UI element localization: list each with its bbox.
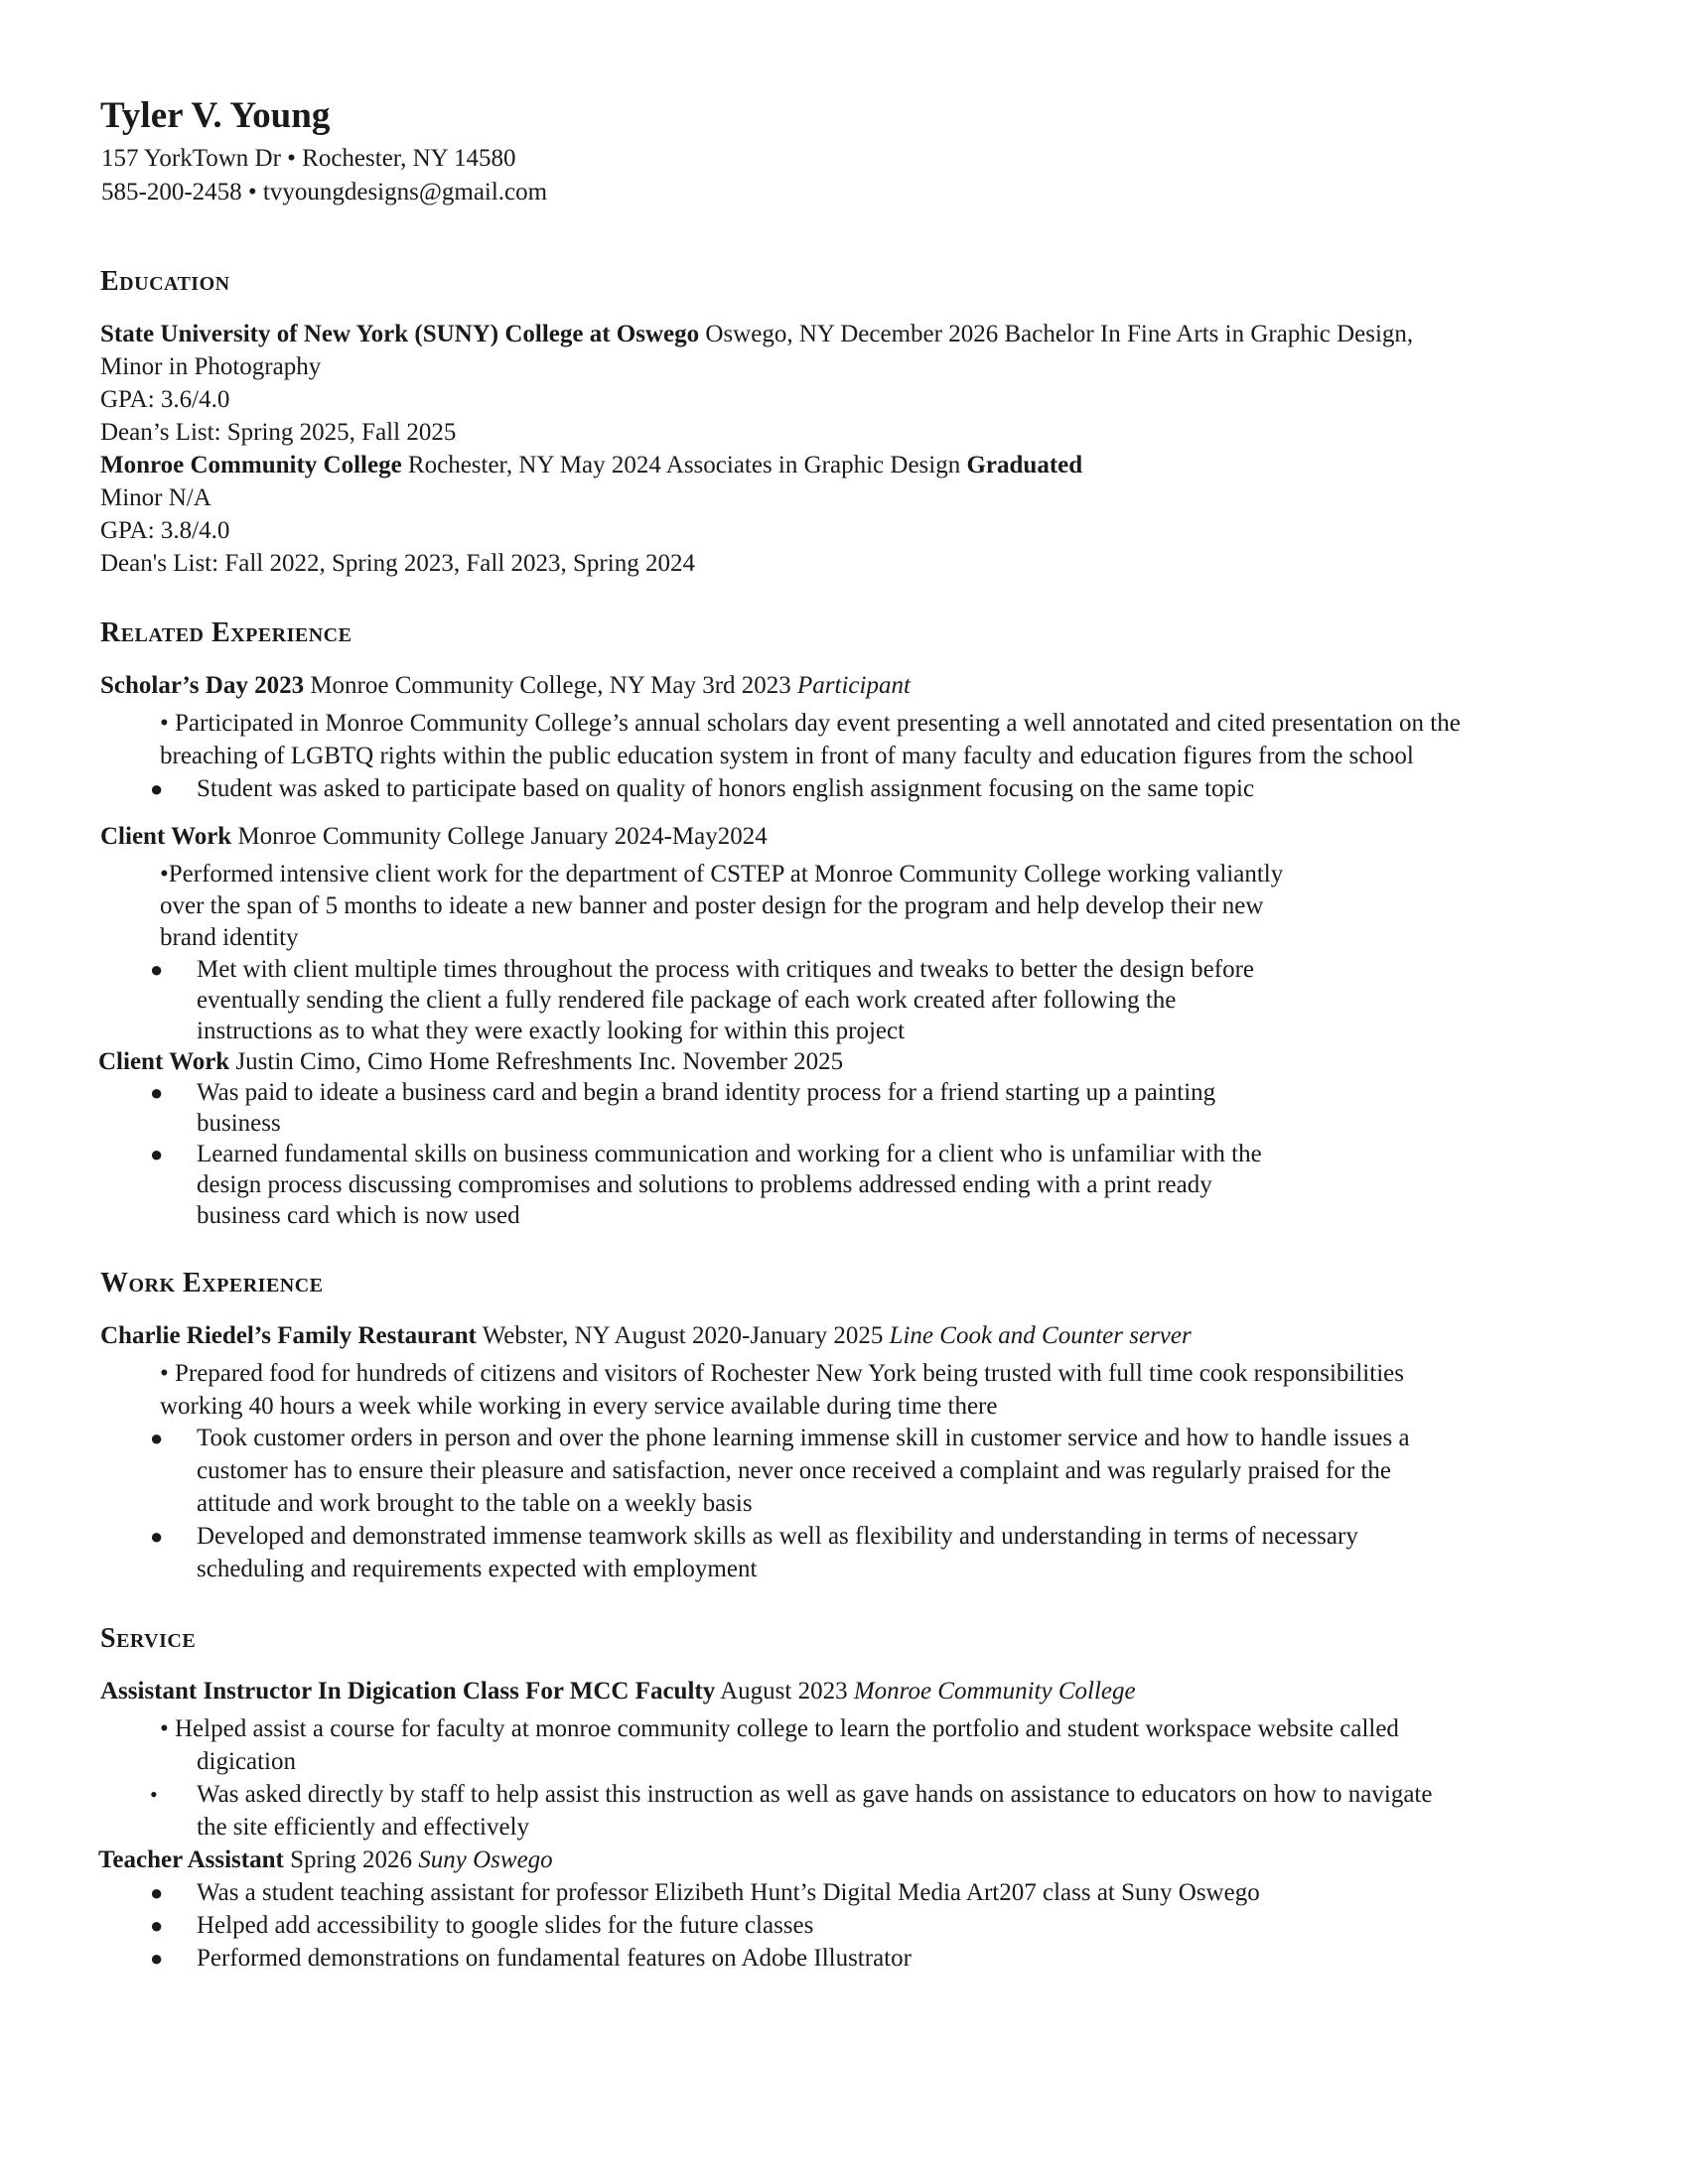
- client-1-bullet-1-line-1: •Performed intensive client work for the department of CSTEP at Monroe Community College working valiantly: [160, 861, 1284, 887]
- bullet-icon: ●: [150, 1426, 164, 1450]
- client-2-bullet-2-line-2: design process discussing compromises and solutions to problems addressed ending with a print ready: [197, 1171, 1212, 1198]
- oswego-gpa: GPA: 3.6/4.0: [100, 386, 230, 413]
- charlie-entry-line: [100, 1323, 1192, 1348]
- client-1-bullet-2-line-2: eventually sending the client a fully rendered file package of each work created after following the: [197, 987, 1177, 1014]
- oswego-details: Oswego, NY December 2026 Bachelor In Fine Arts in Graphic Design,: [699, 321, 1414, 347]
- oswego-entry-line: [100, 322, 1413, 346]
- digication-title: Assistant Instructor In Digication Class For MCC Faculty: [100, 1678, 716, 1705]
- oswego-deans-list: Dean’s List: Spring 2025, Fall 2025: [100, 419, 457, 446]
- bullet-icon: ●: [150, 1913, 164, 1938]
- phone-email-line: 585-200-2458 • tvyoungdesigns@gmail.com: [101, 179, 548, 205]
- bullet-icon: ●: [150, 1524, 164, 1549]
- digication-bullet-1-line-2: digication: [197, 1748, 296, 1775]
- service-heading: Service: [100, 1623, 197, 1654]
- teacher-assistant-entry-line: [98, 1847, 553, 1872]
- client-1-bullet-1-line-3: brand identity: [160, 924, 299, 951]
- client-work-1-entry-line: [100, 824, 768, 849]
- client-2-bullet-2-line-3: business card which is now used: [197, 1202, 520, 1229]
- charlie-title: Charlie Riedel’s Family Restaurant: [100, 1322, 477, 1349]
- bullet-icon: ●: [150, 1880, 164, 1905]
- related-experience-heading: Related Experience: [100, 617, 352, 648]
- scholars-day-title: Scholar’s Day 2023: [100, 672, 305, 699]
- charlie-bullet-2-line-3: attitude and work brought to the table on a weekly basis: [197, 1490, 753, 1517]
- client-work-2-title: Client Work: [98, 1048, 230, 1075]
- digication-details: August 2023: [715, 1678, 854, 1705]
- client-2-bullet-1-line-2: business: [197, 1110, 281, 1137]
- applicant-name: Tyler V. Young: [100, 95, 331, 136]
- address-line: 157 YorkTown Dr • Rochester, NY 14580: [101, 145, 516, 172]
- teacher-assistant-title: Teacher Assistant: [98, 1846, 284, 1873]
- mcc-entry-line: [100, 453, 1082, 478]
- digication-entry-line: [100, 1679, 1136, 1704]
- scholars-bullet-1-line-2: breaching of LGBTQ rights within the public education system in front of many faculty and education figures from the school: [160, 743, 1414, 769]
- work-experience-heading: Work Experience: [100, 1268, 324, 1298]
- digication-bullet-2-line-2: the site efficiently and effectively: [197, 1814, 530, 1841]
- mcc-gpa: GPA: 3.8/4.0: [100, 517, 230, 544]
- bullet-icon: ●: [150, 776, 164, 801]
- oswego-school: State University of New York (SUNY) College at Oswego: [100, 321, 700, 347]
- client-1-bullet-1-line-2: over the span of 5 months to ideate a new banner and poster design for the program and help develop their new: [160, 892, 1264, 919]
- oswego-minor: Minor in Photography: [100, 353, 322, 380]
- client-work-2-entry-line: [98, 1049, 843, 1074]
- bullet-icon: ●: [150, 1142, 164, 1166]
- digication-bullet-2-line-1: Was asked directly by staff to help assist this instruction as well as gave hands on assistance to educators on how to navigate: [197, 1781, 1433, 1808]
- charlie-details: Webster, NY August 2020-January 2025: [476, 1322, 890, 1349]
- teacher-assistant-org: Suny Oswego: [418, 1846, 553, 1873]
- scholars-day-details: Monroe Community College, NY May 3rd 2023: [304, 672, 798, 699]
- client-work-1-details: Monroe Community College January 2024-May2024: [231, 823, 768, 850]
- bullet-icon: ●: [150, 957, 164, 982]
- scholars-bullet-2-line-1: Student was asked to participate based on quality of honors english assignment focusing on the same topic: [197, 775, 1255, 802]
- charlie-bullet-1-line-1: • Prepared food for hundreds of citizens and visitors of Rochester New York being trusted with full time cook responsibilities: [160, 1360, 1404, 1387]
- client-2-bullet-2-line-1: Learned fundamental skills on business communication and working for a client who is unfamiliar with the: [197, 1141, 1262, 1167]
- bullet-icon: ●: [150, 1080, 164, 1105]
- charlie-bullet-2-line-1: Took customer orders in person and over the phone learning immense skill in customer service and how to handle issues a: [197, 1425, 1410, 1451]
- mcc-minor: Minor N/A: [100, 484, 211, 511]
- client-1-bullet-2-line-3: instructions as to what they were exactly looking for within this project: [197, 1018, 906, 1044]
- mcc-status: Graduated: [966, 452, 1083, 478]
- teacher-assistant-details: Spring 2026: [283, 1846, 419, 1873]
- digication-bullet-1-line-1: • Helped assist a course for faculty at monroe community college to learn the portfolio and student workspace website called: [160, 1715, 1399, 1742]
- ta-bullet-2: Helped add accessibility to google slides for the future classes: [197, 1912, 814, 1939]
- mcc-deans-list: Dean's List: Fall 2022, Spring 2023, Fall 2023, Spring 2024: [100, 550, 695, 577]
- digication-org: Monroe Community College: [853, 1678, 1136, 1705]
- client-work-1-title: Client Work: [100, 823, 232, 850]
- ta-bullet-3: Performed demonstrations on fundamental features on Adobe Illustrator: [197, 1945, 912, 1972]
- client-work-2-details: Justin Cimo, Cimo Home Refreshments Inc. November 2025: [229, 1048, 844, 1075]
- charlie-bullet-3-line-1: Developed and demonstrated immense teamwork skills as well as flexibility and understanding in terms of necessary: [197, 1523, 1358, 1550]
- client-1-bullet-2-line-1: Met with client multiple times throughout the process with critiques and tweaks to better the design before: [197, 956, 1255, 983]
- mcc-school: Monroe Community College: [100, 452, 402, 478]
- scholars-day-entry-line: [100, 673, 911, 698]
- bullet-icon: ●: [150, 1946, 164, 1971]
- education-heading: Education: [100, 266, 230, 297]
- charlie-bullet-1-line-2: working 40 hours a week while working in every service available during time there: [160, 1393, 998, 1420]
- mcc-details: Rochester, NY May 2024 Associates in Graphic Design: [401, 452, 967, 478]
- scholars-day-role: Participant: [797, 672, 911, 699]
- charlie-role: Line Cook and Counter server: [889, 1322, 1192, 1349]
- ta-bullet-1: Was a student teaching assistant for professor Elizibeth Hunt’s Digital Media Art207 class at Suny Oswego: [197, 1879, 1260, 1906]
- scholars-bullet-1-line-1: • Participated in Monroe Community College’s annual scholars day event presenting a well annotated and cited presentation on the: [160, 710, 1461, 737]
- charlie-bullet-3-line-2: scheduling and requirements expected with employment: [197, 1556, 758, 1582]
- bullet-icon: •: [150, 1782, 158, 1807]
- client-2-bullet-1-line-1: Was paid to ideate a business card and begin a brand identity process for a friend starting up a painting: [197, 1079, 1216, 1106]
- charlie-bullet-2-line-2: customer has to ensure their pleasure and satisfaction, never once received a complaint and was regularly praised for the: [197, 1457, 1391, 1484]
